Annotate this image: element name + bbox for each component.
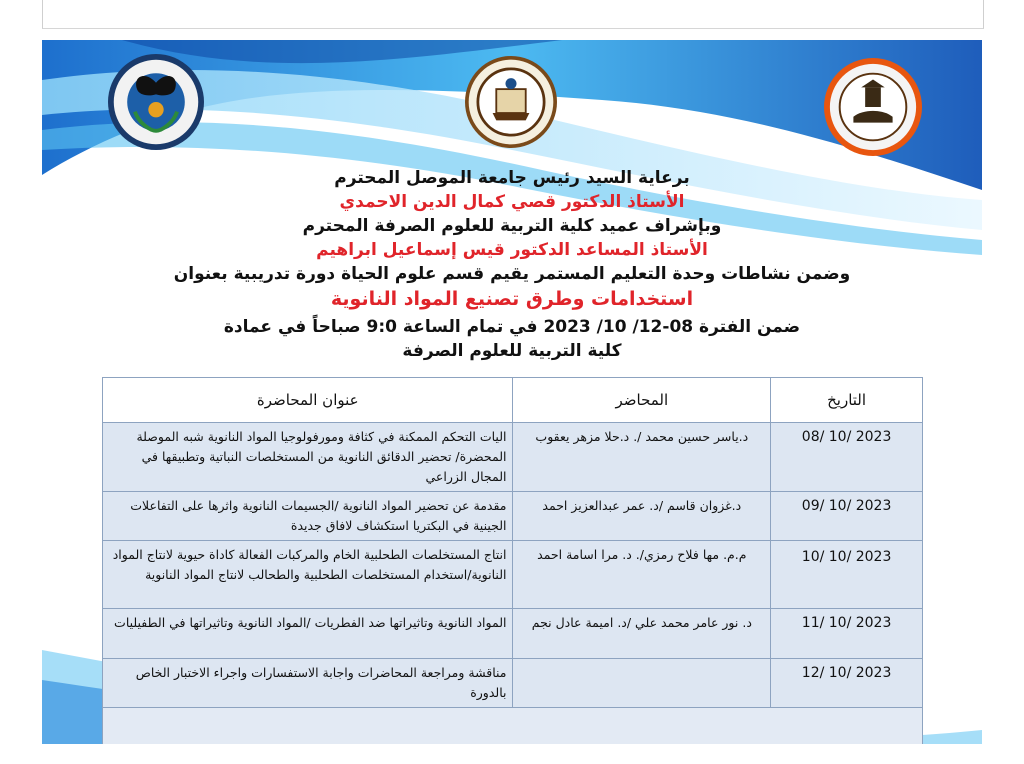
course-title: استخدامات وطرق تصنيع المواد النانوية	[330, 288, 694, 310]
heading-patronage-line: برعاية السيد رئيس جامعة الموصل المحترم	[334, 168, 690, 188]
header-title: عنوان المحاضرة	[103, 378, 513, 423]
heading-course-intro: وضمن نشاطات وحدة التعليم المستمر يقيم قسم علوم الحياة دورة تدريبية بعنوان	[173, 264, 851, 284]
row-title: مقدمة عن تحضير المواد النانوية /الجسيمات النانوية واثرها على التفاعلات الجينية في البكتريا استكشاف لافاق جديدة	[103, 492, 513, 541]
heading-dean-name: الأستاذ المساعد الدكتور قيس إسماعيل ابراهيم	[316, 240, 708, 260]
header-date: التاريخ	[771, 378, 923, 423]
row-lecturer: م.م. مها فلاح رمزي/. د. مرا اسامة احمد	[513, 541, 771, 609]
biology-department-logo	[108, 54, 204, 150]
university-emblem-icon	[824, 58, 922, 156]
row-date: 10/ 10/ 2023	[771, 541, 923, 609]
lecture-schedule-table	[102, 377, 923, 744]
table-row	[103, 541, 923, 609]
heading-president-name: الأستاذ الدكتور قصي كمال الدين الاحمدي	[339, 192, 685, 212]
heading-supervision-line: وبإشراف عميد كلية التربية للعلوم الصرفة المحترم	[302, 216, 722, 236]
row-lecturer	[513, 659, 771, 708]
course-venue: كلية التربية للعلوم الصرفة	[402, 341, 622, 361]
row-date: 08/ 10/ 2023	[771, 423, 923, 492]
table-row	[103, 609, 923, 659]
university-of-mosul-logo	[824, 58, 922, 156]
course-period: ضمن الفترة 08-12/ 10/ 2023 في تمام الساعة 9:0 صباحاً في عمادة	[223, 317, 801, 337]
row-date: 11/ 10/ 2023	[771, 609, 923, 659]
table-row	[103, 659, 923, 708]
row-title: اليات التحكم الممكنة في كثافة ومورفولوجيا المواد النانوية شبه الموصلة المحضرة/ تحضير الدقائق النانوية من المستخلصات النباتية وتطبيقها في المجال الزراعي	[103, 423, 513, 492]
table-row-empty	[103, 708, 923, 745]
college-emblem-icon	[465, 56, 557, 148]
table-row	[103, 423, 923, 492]
row-lecturer: د.ياسر حسين محمد /. د.حلا مزهر يعقوب	[513, 423, 771, 492]
table-header-row	[103, 378, 923, 423]
butterfly-emblem-icon	[108, 54, 204, 150]
poster-heading	[42, 166, 982, 363]
row-title: المواد النانوية وتاثيراتها ضد الفطريات /المواد النانوية وتاثيراتها في الطفيليات	[103, 609, 513, 659]
previous-page-edge	[42, 0, 984, 29]
row-title: انتاج المستخلصات الطحلبية الخام والمركبات الفعالة كاداة حيوية لانتاج المواد النانوية/استخدام المستخلصات الطحلبية والطحالب لانتاج المواد النانوية	[103, 541, 513, 609]
header-lecturer: المحاضر	[513, 378, 771, 423]
empty-cell	[103, 708, 923, 745]
poster-page	[42, 40, 982, 744]
row-lecturer: د.غزوان قاسم /د. عمر عبدالعزيز احمد	[513, 492, 771, 541]
college-of-education-pure-sciences-logo	[465, 56, 557, 148]
row-date: 12/ 10/ 2023	[771, 659, 923, 708]
row-lecturer: د. نور عامر محمد علي /د. اميمة عادل نجم	[513, 609, 771, 659]
row-title: مناقشة ومراجعة المحاضرات واجابة الاستفسارات واجراء الاختبار الخاص بالدورة	[103, 659, 513, 708]
row-date: 09/ 10/ 2023	[771, 492, 923, 541]
table-row	[103, 492, 923, 541]
